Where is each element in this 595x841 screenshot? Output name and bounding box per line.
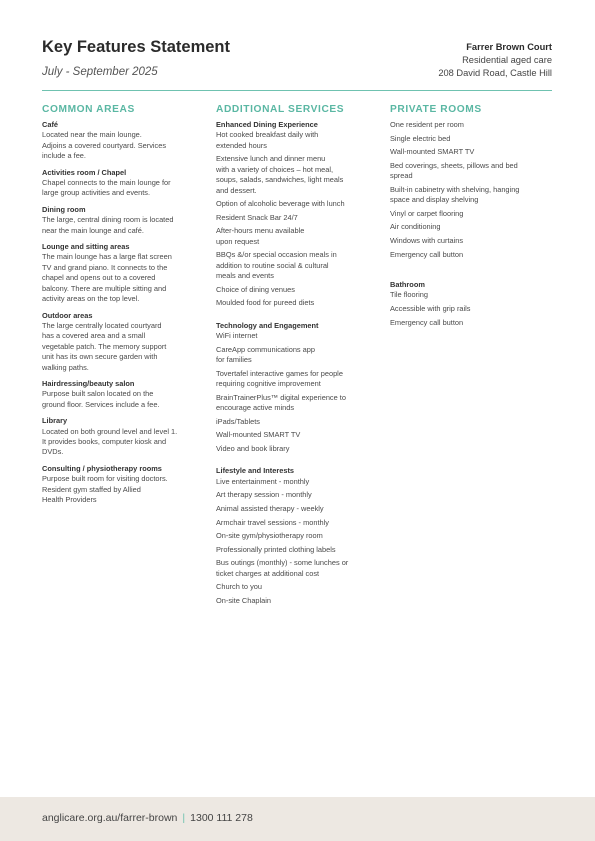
list-item bbox=[216, 477, 381, 487]
common-area-line: large group activities and events. bbox=[42, 188, 151, 198]
common-area-block bbox=[42, 464, 207, 506]
lifestyle-group bbox=[216, 466, 381, 606]
common-area-block bbox=[42, 311, 207, 373]
list-item bbox=[390, 290, 555, 300]
private-rooms-heading: PRIVATE ROOMS bbox=[390, 104, 482, 115]
list-item-line: One resident per room bbox=[390, 120, 464, 129]
private-rooms-column bbox=[390, 103, 555, 340]
footer-separator: | bbox=[182, 812, 186, 824]
common-areas-list bbox=[42, 120, 207, 505]
common-area-title: Dining room bbox=[42, 204, 86, 214]
list-item-line: Built-in cabinetry with shelving, hanging bbox=[390, 184, 520, 194]
rooms-list bbox=[390, 120, 555, 260]
list-item-line: Armchair travel sessions - monthly bbox=[216, 517, 329, 527]
common-area-line: chapel and opens out to a covered bbox=[42, 273, 156, 283]
dining-list bbox=[216, 130, 381, 308]
list-item-line: extended hours bbox=[216, 140, 267, 150]
facility-type: Residential aged care bbox=[462, 55, 552, 65]
list-item bbox=[390, 318, 555, 328]
list-item-line: Bus outings (monthly) - some lunches or bbox=[216, 558, 349, 568]
list-item bbox=[216, 430, 381, 440]
list-item bbox=[390, 161, 555, 182]
list-item-line: Animal assisted therapy - weekly bbox=[216, 504, 324, 513]
common-area-block bbox=[42, 242, 207, 304]
common-area-title: Activities room / Chapel bbox=[42, 167, 127, 177]
period: July - September 2025 bbox=[42, 66, 158, 78]
common-area-line: walking paths. bbox=[42, 362, 89, 372]
list-item-line: with a variety of choices – hot meal, bbox=[216, 164, 334, 174]
page-title: Key Features Statement bbox=[42, 38, 230, 56]
common-area-line: unit has its own secure garden with bbox=[42, 352, 158, 362]
common-area-block bbox=[42, 416, 207, 458]
list-item-line: requiring cognitive improvement bbox=[216, 379, 321, 389]
list-item-line: Tovertafel interactive games for people bbox=[216, 368, 343, 378]
common-area-line: The large centrally located courtyard bbox=[42, 320, 162, 330]
common-area-title: Lounge and sitting areas bbox=[42, 242, 130, 252]
list-item bbox=[216, 558, 381, 579]
common-area-block bbox=[42, 168, 207, 199]
list-item-line: On-site Chaplain bbox=[216, 595, 272, 605]
facility-name: Farrer Brown Court bbox=[466, 42, 552, 52]
list-item-line: encourage active minds bbox=[216, 403, 295, 413]
common-area-title: Hairdressing/beauty salon bbox=[42, 378, 135, 388]
common-area-line: TV and grand piano. It connects to the bbox=[42, 262, 168, 272]
tech-title: Technology and Engagement bbox=[216, 320, 319, 330]
footer-url[interactable]: anglicare.org.au/farrer-brown bbox=[42, 812, 178, 824]
list-item bbox=[216, 417, 381, 427]
list-item bbox=[216, 369, 381, 390]
list-item-line: Windows with curtains bbox=[390, 235, 464, 245]
list-item-line: Choice of dining venues bbox=[216, 284, 295, 294]
lifestyle-title: Lifestyle and Interests bbox=[216, 466, 295, 476]
list-item-line: Option of alcoholic beverage with lunch bbox=[216, 199, 345, 209]
list-item-line: space and display shelving bbox=[390, 195, 479, 205]
list-item bbox=[216, 444, 381, 454]
list-item bbox=[390, 236, 555, 246]
list-item-line: Church to you bbox=[216, 582, 263, 592]
common-areas-heading: COMMON AREAS bbox=[42, 104, 135, 115]
list-item-line: Tile flooring bbox=[390, 290, 428, 300]
common-area-line: Purpose built room for visiting doctors. bbox=[42, 474, 168, 484]
facility-info bbox=[438, 41, 552, 80]
list-item-line: Emergency call button bbox=[390, 249, 464, 259]
common-area-line: The large, central dining room is located bbox=[42, 215, 174, 225]
list-item-line: Emergency call button bbox=[390, 317, 464, 327]
list-item bbox=[216, 504, 381, 514]
header bbox=[42, 38, 552, 91]
dining-title: Enhanced Dining Experience bbox=[216, 120, 318, 129]
list-item-line: Bed coverings, sheets, pillows and bed bbox=[390, 160, 518, 170]
list-item bbox=[216, 545, 381, 555]
common-area-line: activity areas on the top level. bbox=[42, 294, 140, 304]
list-item bbox=[390, 222, 555, 232]
list-item-line: Single electric bed bbox=[390, 133, 451, 143]
common-area-title: Library bbox=[42, 416, 68, 426]
list-item bbox=[216, 298, 381, 308]
list-item-line: WiFi internet bbox=[216, 331, 258, 341]
list-item-line: ticket charges at additional cost bbox=[216, 568, 320, 578]
dining-group bbox=[216, 120, 381, 309]
common-area-line: DVDs. bbox=[42, 447, 64, 457]
list-item-line: Wall-mounted SMART TV bbox=[390, 147, 475, 157]
list-item bbox=[216, 393, 381, 414]
list-item-line: Resident Snack Bar 24/7 bbox=[216, 212, 298, 222]
list-item-line: On-site gym/physiotherapy room bbox=[216, 531, 323, 541]
footer-phone[interactable]: 1300 111 278 bbox=[190, 812, 253, 824]
list-item-line: Air conditioning bbox=[390, 222, 441, 232]
list-item bbox=[390, 304, 555, 314]
list-item bbox=[390, 185, 555, 206]
list-item-line: meals and events bbox=[216, 271, 274, 281]
additional-services-column bbox=[216, 103, 381, 618]
list-item bbox=[216, 518, 381, 528]
list-item-line: BrainTrainerPlus™ digital experience to bbox=[216, 392, 346, 402]
common-area-title: Café bbox=[42, 120, 59, 129]
list-item-line: soups, salads, sandwiches, light meals bbox=[216, 175, 344, 185]
list-item-line: Hot cooked breakfast daily with bbox=[216, 130, 319, 140]
common-area-line: balcony. There are multiple sitting and bbox=[42, 283, 167, 293]
list-item bbox=[390, 147, 555, 157]
common-area-block bbox=[42, 205, 207, 236]
common-area-line: Chapel connects to the main lounge for bbox=[42, 178, 171, 188]
list-item bbox=[390, 209, 555, 219]
list-item-line: upon request bbox=[216, 236, 260, 246]
footer-text bbox=[42, 812, 253, 824]
common-area-line: Resident gym staffed by Allied bbox=[42, 484, 141, 494]
common-area-line: ground floor. Services include a fee. bbox=[42, 399, 160, 409]
common-area-line: The main lounge has a large flat screen bbox=[42, 252, 172, 262]
bathroom-group bbox=[390, 280, 555, 328]
list-item bbox=[390, 250, 555, 260]
list-item bbox=[216, 596, 381, 606]
list-item-line: CareApp communications app bbox=[216, 344, 316, 354]
list-item-line: Accessible with grip rails bbox=[390, 303, 471, 313]
list-item-line: iPads/Tablets bbox=[216, 416, 260, 426]
list-item-line: Vinyl or carpet flooring bbox=[390, 208, 464, 218]
tech-list bbox=[216, 331, 381, 454]
common-area-line: Located near the main lounge. bbox=[42, 130, 142, 140]
common-areas-column bbox=[42, 103, 207, 511]
common-area-line: has a covered area and a small bbox=[42, 331, 146, 341]
bathroom-title: Bathroom bbox=[390, 279, 425, 289]
common-area-title: Outdoor areas bbox=[42, 310, 93, 320]
list-item-line: Wall-mounted SMART TV bbox=[216, 430, 301, 440]
facility-address: 208 David Road, Castle Hill bbox=[438, 68, 552, 78]
list-item-line: BBQs &/or special occasion meals in bbox=[216, 250, 337, 260]
list-item-line: Professionally printed clothing labels bbox=[216, 544, 336, 554]
list-item bbox=[216, 154, 381, 196]
list-item bbox=[216, 213, 381, 223]
common-area-line: Adjoins a covered courtyard. Services bbox=[42, 140, 167, 150]
list-item bbox=[216, 582, 381, 592]
common-area-line: include a fee. bbox=[42, 151, 86, 161]
common-area-block bbox=[42, 120, 207, 162]
list-item-line: addition to routine social & cultural bbox=[216, 260, 329, 270]
common-area-line: vegetable patch. The memory support bbox=[42, 341, 167, 351]
list-item bbox=[216, 250, 381, 281]
list-item bbox=[390, 120, 555, 130]
list-item-line: and dessert. bbox=[216, 185, 257, 195]
list-item bbox=[216, 130, 381, 151]
list-item bbox=[216, 345, 381, 366]
bathroom-list bbox=[390, 290, 555, 328]
lifestyle-list bbox=[216, 477, 381, 607]
common-area-line: It provides books, computer kiosk and bbox=[42, 436, 167, 446]
list-item-line: Video and book library bbox=[216, 444, 290, 453]
list-item bbox=[216, 531, 381, 541]
common-area-title: Consulting / physiotherapy rooms bbox=[42, 463, 162, 473]
common-area-line: Located on both ground level and level 1. bbox=[42, 426, 178, 436]
list-item-line: Live entertainment - monthly bbox=[216, 476, 310, 486]
list-item-line: for families bbox=[216, 355, 252, 365]
tech-group bbox=[216, 321, 381, 455]
list-item-line: spread bbox=[390, 171, 413, 181]
common-area-block bbox=[42, 379, 207, 410]
list-item bbox=[216, 285, 381, 295]
list-item bbox=[216, 199, 381, 209]
list-item-line: Art therapy session - monthly bbox=[216, 490, 312, 500]
common-area-line: Health Providers bbox=[42, 495, 97, 504]
list-item bbox=[216, 226, 381, 247]
common-area-line: Purpose built salon located on the bbox=[42, 389, 154, 399]
list-item bbox=[216, 490, 381, 500]
list-item-line: Moulded food for pureed diets bbox=[216, 298, 315, 308]
list-item bbox=[390, 134, 555, 144]
common-area-line: near the main lounge and café. bbox=[42, 225, 144, 235]
footer bbox=[0, 797, 595, 841]
list-item bbox=[216, 331, 381, 341]
additional-services-heading: ADDITIONAL SERVICES bbox=[216, 104, 345, 115]
list-item-line: After-hours menu available bbox=[216, 226, 305, 236]
list-item-line: Extensive lunch and dinner menu bbox=[216, 154, 326, 164]
